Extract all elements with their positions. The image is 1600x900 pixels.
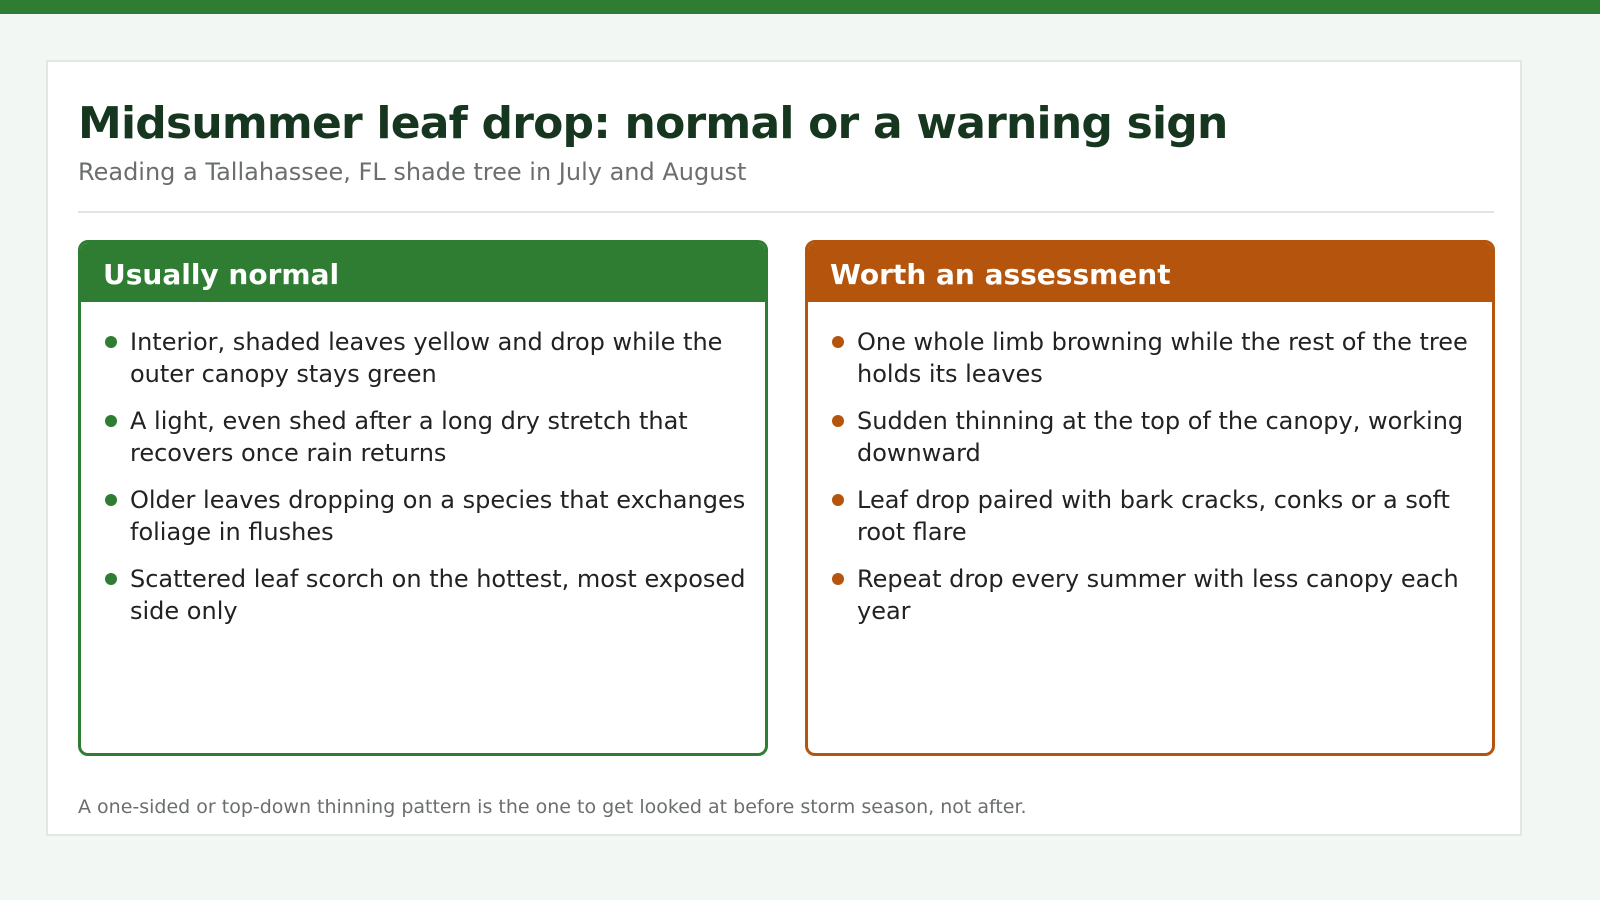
list-item-text: Repeat drop every summer with less canopy each year	[857, 565, 1459, 625]
header-divider	[78, 211, 1494, 213]
list-item	[105, 405, 749, 469]
warning-list	[808, 302, 1492, 627]
footnote: A one-sided or top-down thinning pattern is the one to get looked at before storm season, not after.	[78, 796, 1027, 818]
list-item	[105, 484, 749, 548]
list-item	[832, 484, 1476, 548]
panel-header-normal: Usually normal	[81, 243, 765, 302]
page-title: Midsummer leaf drop: normal or a warning sign	[78, 98, 1228, 149]
bullet-dot-icon	[832, 336, 844, 348]
list-item	[832, 563, 1476, 627]
content-card	[46, 60, 1522, 836]
list-item-text: Leaf drop paired with bark cracks, conks or a soft root flare	[857, 486, 1450, 546]
top-accent-bar	[0, 0, 1600, 14]
list-item	[105, 563, 749, 627]
list-item-text: Scattered leaf scorch on the hottest, most exposed side only	[130, 565, 746, 625]
normal-list	[81, 302, 765, 627]
bullet-dot-icon	[832, 573, 844, 585]
list-item-text: One whole limb browning while the rest of the tree holds its leaves	[857, 328, 1468, 388]
bullet-dot-icon	[105, 415, 117, 427]
list-item	[105, 326, 749, 390]
list-item-text: A light, even shed after a long dry stretch that recovers once rain returns	[130, 407, 688, 467]
panel-header-warning: Worth an assessment	[808, 243, 1492, 302]
list-item-text: Older leaves dropping on a species that exchanges foliage in flushes	[130, 486, 746, 546]
list-item-text: Sudden thinning at the top of the canopy, working downward	[857, 407, 1464, 467]
list-item	[832, 405, 1476, 469]
list-item	[832, 326, 1476, 390]
list-item-text: Interior, shaded leaves yellow and drop while the outer canopy stays green	[130, 328, 723, 388]
bullet-dot-icon	[105, 336, 117, 348]
bullet-dot-icon	[832, 494, 844, 506]
bullet-dot-icon	[105, 573, 117, 585]
bullet-dot-icon	[105, 494, 117, 506]
bullet-dot-icon	[832, 415, 844, 427]
panel-worth-assessment	[805, 240, 1495, 756]
page-subtitle: Reading a Tallahassee, FL shade tree in July and August	[78, 158, 747, 186]
panel-usually-normal	[78, 240, 768, 756]
